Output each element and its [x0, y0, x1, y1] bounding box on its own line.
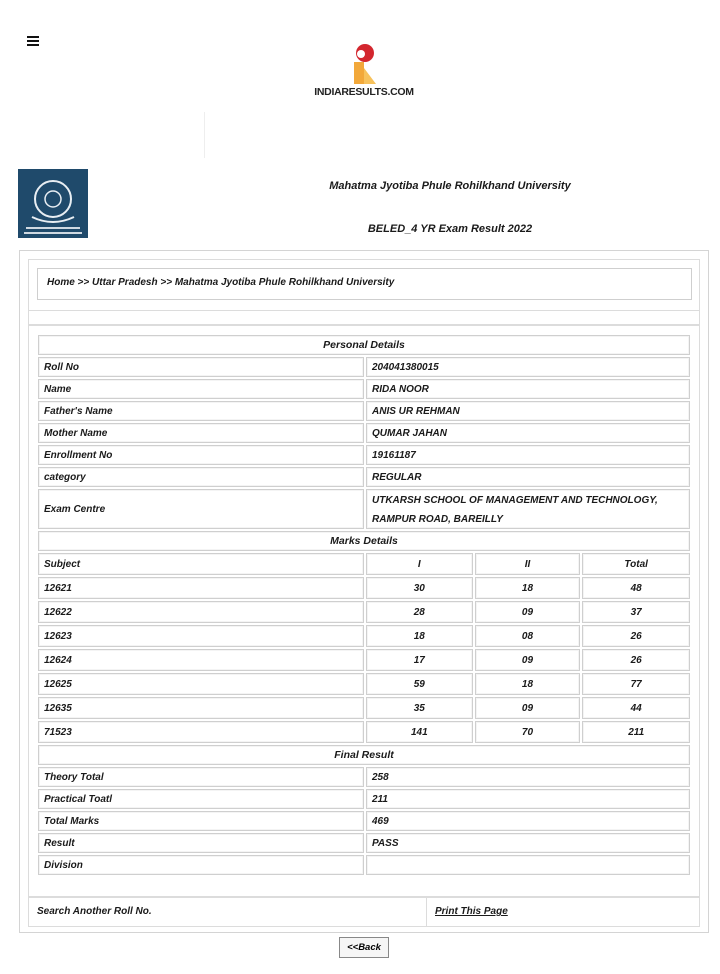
spacer-frame [28, 311, 700, 325]
practical-total-value: 211 [366, 789, 690, 809]
breadcrumb[interactable]: Home >> Uttar Pradesh >> Mahatma Jyotiba Phule Rohilkhand University [37, 268, 692, 300]
site-logo[interactable] [308, 42, 420, 102]
enrollment-no-value: 19161187 [366, 445, 690, 465]
marks-total: 26 [582, 625, 690, 647]
marks-i: 18 [366, 625, 473, 647]
result-value: PASS [366, 833, 690, 853]
indiaresults-logo-icon [348, 42, 382, 86]
marks-i: 59 [366, 673, 473, 695]
marks-column-ii: II [475, 553, 581, 575]
subject-code: 12622 [38, 601, 364, 623]
table-row [38, 601, 690, 623]
exam-centre-label: Exam Centre [38, 489, 364, 529]
division-label: Division [38, 855, 364, 875]
table-row [38, 721, 690, 743]
theory-total-value: 258 [366, 767, 690, 787]
table-row [38, 577, 690, 599]
mother-name-label: Mother Name [38, 423, 364, 443]
total-marks-value: 469 [366, 811, 690, 831]
marks-i: 28 [366, 601, 473, 623]
marks-ii: 09 [475, 697, 581, 719]
marks-total: 44 [582, 697, 690, 719]
exam-centre-value [366, 489, 690, 529]
marks-column-subject: Subject [38, 553, 364, 575]
result-label: Result [38, 833, 364, 853]
marks-details-heading: Marks Details [38, 531, 690, 551]
marks-i: 141 [366, 721, 473, 743]
exam-title: BELED_4 YR Exam Result 2022 [367, 223, 533, 235]
table-row [38, 625, 690, 647]
exam-centre-line2: RAMPUR ROAD, BAREILLY [372, 514, 503, 525]
marks-column-i: I [366, 553, 473, 575]
name-label: Name [38, 379, 364, 399]
marks-column-total: Total [582, 553, 690, 575]
marks-ii: 09 [475, 649, 581, 671]
marks-total: 37 [582, 601, 690, 623]
name-value: RIDA NOOR [366, 379, 690, 399]
marks-i: 35 [366, 697, 473, 719]
subject-code: 12621 [38, 577, 364, 599]
subject-code: 12623 [38, 625, 364, 647]
results-panel [28, 325, 700, 897]
enrollment-no-label: Enrollment No [38, 445, 364, 465]
site-logo-text: INDIARESULTS.COM [314, 86, 414, 98]
marks-ii: 08 [475, 625, 581, 647]
roll-no-value: 204041380015 [366, 357, 690, 377]
footer-bar [28, 897, 700, 927]
table-row [38, 697, 690, 719]
mother-name-value: QUMAR JAHAN [366, 423, 690, 443]
table-row [38, 649, 690, 671]
hamburger-menu-icon[interactable] [27, 36, 39, 48]
search-another-roll-no[interactable]: Search Another Roll No. [29, 898, 427, 926]
back-button[interactable]: <<Back [339, 937, 389, 958]
marks-total: 48 [582, 577, 690, 599]
marks-i: 30 [366, 577, 473, 599]
marks-ii: 18 [475, 673, 581, 695]
subject-code: 12624 [38, 649, 364, 671]
marks-i: 17 [366, 649, 473, 671]
exam-centre-line1: UTKARSH SCHOOL OF MANAGEMENT AND TECHNOLOGY, [372, 495, 658, 506]
personal-details-heading: Personal Details [38, 335, 690, 355]
subject-code: 12625 [38, 673, 364, 695]
category-label: category [38, 467, 364, 487]
marks-total: 26 [582, 649, 690, 671]
university-name: Mahatma Jyotiba Phule Rohilkhand University [329, 180, 571, 192]
roll-no-label: Roll No [38, 357, 364, 377]
table-row [38, 673, 690, 695]
university-emblem [18, 169, 88, 238]
category-value: REGULAR [366, 467, 690, 487]
division-value [366, 855, 690, 875]
marks-total: 211 [582, 721, 690, 743]
father-name-value: ANIS UR REHMAN [366, 401, 690, 421]
subject-code: 71523 [38, 721, 364, 743]
final-result-heading: Final Result [38, 745, 690, 765]
subject-code: 12635 [38, 697, 364, 719]
marks-ii: 18 [475, 577, 581, 599]
practical-total-label: Practical Toatl [38, 789, 364, 809]
marks-total: 77 [582, 673, 690, 695]
total-marks-label: Total Marks [38, 811, 364, 831]
theory-total-label: Theory Total [38, 767, 364, 787]
print-page-link[interactable]: Print This Page [435, 906, 508, 917]
marks-ii: 09 [475, 601, 581, 623]
divider [204, 112, 205, 158]
marks-ii: 70 [475, 721, 581, 743]
father-name-label: Father's Name [38, 401, 364, 421]
